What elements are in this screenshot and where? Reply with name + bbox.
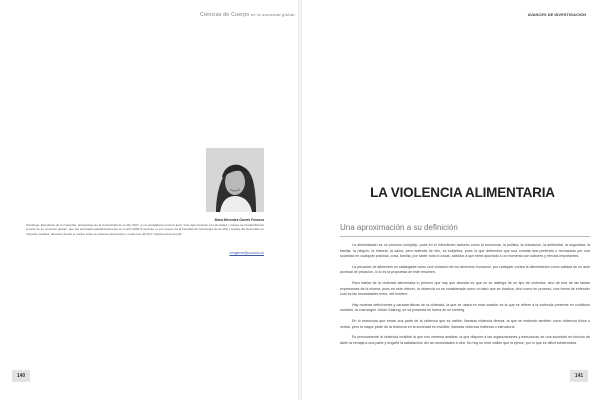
article-subtitle: Una aproximación a su definición — [340, 223, 458, 232]
running-head-left — [200, 12, 295, 18]
running-head-rest: en la sociedad global — [250, 12, 295, 17]
body-paragraph: La alimentación es un proceso complejo, pues en el intervienen factores como la economía, la política, la educación, la ambiental, la seguridad, la familia, la religión, la historia, la salud, pero además de ello, es subjetiva, pues lo que determina que una comida sea preferida o rechazada por una sociedad en cualquier práctica, cosa, familia, por saber todo lo cosas, sabidos a que entra aportado a un momento con sabores y efectos importantes. — [340, 243, 590, 259]
left-page — [0, 0, 298, 400]
running-head-right: AVANCES DE INVESTIGACIÓN — [527, 12, 586, 17]
running-head-caps: Ciencias de Cuerpo — [200, 12, 250, 18]
author-bio: Sociólogo. Estudiante de la Colombia, antropólogo de la Universidad de el año 2007, en la actualidad prensa la tesis "Una aproximación a la identidad y cultura de Ciudad Bolívar a partir de su consumo global", que fue aprobada satisfactoriamente en el año 2008 la docente en por tiempo de la Facultad de Sociología de la UDS y tesista del Doctorado en Ciencias sociales, dirección fuente el núcleo sobre la violencia alimentaria y cosas con del libro "Gastronomía sexual". — [26, 223, 264, 236]
page-number-left: 140 — [12, 370, 30, 382]
author-name: María Mercedes Garcés Fonseca — [214, 218, 264, 222]
body-paragraph: En lo estructura que existe una parte de la violencia que es visible, llamada violencia directa, la que se entiende también como violencia física o verbal, pero la mayor parte de la violencia en la sociedad es invisible, llamada violencia indirecta o estructural. — [340, 318, 590, 329]
body-paragraph: Para hablar de la violencia alimentaria lo primero que hay que abordar es que no se distinga de un tipo de violencia, sino de una de las tantas expresiones de la misma, pues en este ofrecer, la violencia no es considerada como un tabú que se focaliza, sino como en proceso, una forma de entender cuál es las necesidades entre, del hombre. — [340, 280, 590, 297]
subtitle-divider — [340, 236, 590, 237]
page-number-right: 141 — [570, 370, 588, 382]
body-paragraph: Hay muchas definiciones y características de la violencia, la que se usará en esta ocasión es la que se refiere a la violencia presente en conflictos sociales, la cual según Johan Galtung, se va presenta en forma de un iceberg. — [340, 302, 590, 313]
author-photo — [206, 148, 264, 212]
author-email-link[interactable]: mmgarces@unal.edu.co — [229, 251, 264, 255]
article-title: LA VIOLENCIA ALIMENTARIA — [370, 185, 555, 200]
article-body — [340, 243, 590, 351]
body-paragraph: La privación de alimentos es catalogada como una violación de los derechos humanos, por cualquier contra la alimentación como calidad de un acto punitual de privación, lo lo es la propuesta de este resumen. — [340, 264, 590, 275]
body-paragraph: Es precisamente la violencia invisible la que nos interesa analizar, la que dispone a las organizaciones y estructuras de una sociedad en función de darle la ventaja a una parte y engañe la satisfacción del as necesidades a otra. No hay un ente visible que la ejerce, por lo que es difícil evidenciarla. — [340, 335, 590, 345]
